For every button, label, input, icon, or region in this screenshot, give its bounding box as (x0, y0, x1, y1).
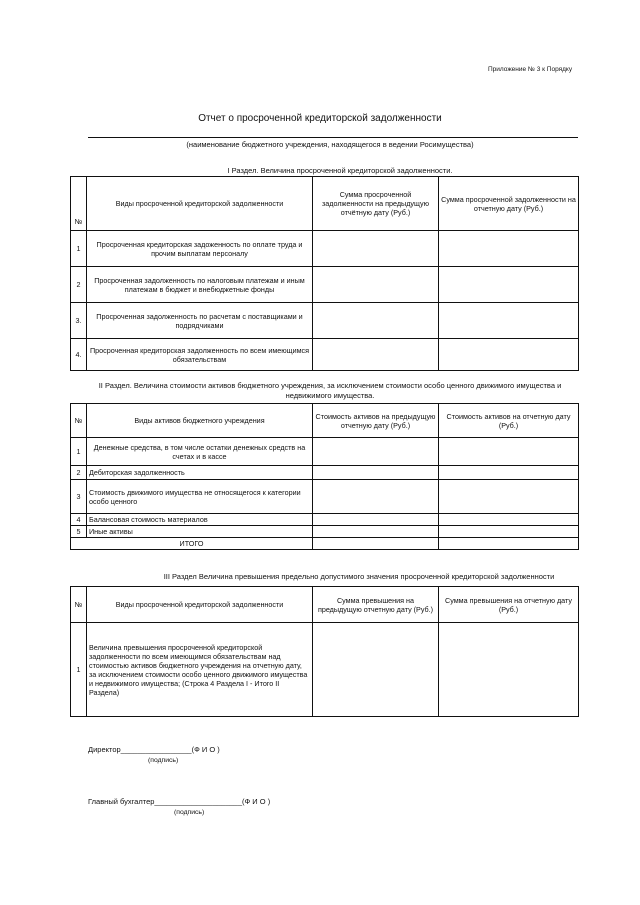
row-label: Просроченная задолженность по налоговым платежам и иным платежам в бюджет и внебюджетные фонды (87, 267, 313, 303)
row-label: Дебиторская задолженность (87, 466, 313, 480)
row-current-cell[interactable] (439, 339, 579, 371)
header-kind: Виды просроченной кредиторской задолженности (87, 587, 313, 623)
section2-title: II Раздел. Величина стоимости активов бюджетного учреждения, за исключением стоимости особо ценного движимого имущества и недвижимого имущества. (98, 381, 562, 400)
row-current-cell[interactable] (439, 514, 579, 526)
section1-table (70, 176, 579, 371)
row-prev-cell[interactable] (313, 514, 439, 526)
table-row (71, 526, 579, 538)
row-label: Стоимость движимого имущества не относящегося к категории особо ценного (87, 480, 313, 514)
row-num: 2 (71, 267, 87, 303)
row-current-cell[interactable] (439, 303, 579, 339)
row-label: Иные активы (87, 526, 313, 538)
institution-name-line (88, 137, 578, 138)
row-num: 5 (71, 526, 87, 538)
table-row (71, 514, 579, 526)
header-prev: Стоимость активов на предыдущую отчетную дату (Руб.) (313, 404, 439, 438)
report-subtitle: (наименование бюджетного учреждения, находящегося в ведении Росимущества) (186, 140, 474, 149)
row-num: 2 (71, 466, 87, 480)
header-current: Стоимость активов на отчетную дату (Руб.) (439, 404, 579, 438)
accountant-signature-line: Главный бухгалтер_____________________(Ф И О ) (88, 797, 271, 806)
header-num: № (71, 587, 87, 623)
row-label: Балансовая стоимость материалов (87, 514, 313, 526)
total-prev-cell[interactable] (313, 538, 439, 550)
row-current-cell[interactable] (439, 438, 579, 466)
header-kind: Виды активов бюджетного учреждения (87, 404, 313, 438)
table-row (71, 231, 579, 267)
row-prev-cell[interactable] (313, 526, 439, 538)
header-prev: Сумма просроченной задолженности на предыдущую отчётную дату (Руб.) (313, 177, 439, 231)
table-row (71, 303, 579, 339)
appendix-note: Приложение № 3 к Порядку (488, 66, 573, 73)
header-num: № (71, 177, 87, 231)
row-prev-cell[interactable] (313, 438, 439, 466)
director-signature-line: Директор_________________(Ф И О ) (88, 745, 220, 754)
director-signature-caption: (подпись) (148, 757, 179, 764)
table-row (71, 466, 579, 480)
table-row (71, 339, 579, 371)
row-current-cell[interactable] (439, 231, 579, 267)
header-current: Сумма просроченной задолженности на отчетную дату (Руб.) (439, 177, 579, 231)
row-current-cell[interactable] (439, 466, 579, 480)
total-current-cell[interactable] (439, 538, 579, 550)
row-label: Просроченная кредиторская задоженность по оплате труда и прочим выплатам персоналу (87, 231, 313, 267)
row-current-cell[interactable] (439, 480, 579, 514)
accountant-signature-caption: (подпись) (174, 809, 205, 816)
section3-title: III Раздел Величина превышения предельно допустимого значения просроченной кредиторской задолженности (163, 572, 555, 581)
table-row-total (71, 538, 579, 550)
row-prev-cell[interactable] (313, 466, 439, 480)
row-num: 1 (71, 623, 87, 717)
table-row (71, 623, 579, 717)
row-current-cell[interactable] (439, 267, 579, 303)
header-current: Сумма превышения на отчетную дату (Руб.) (439, 587, 579, 623)
row-label: Денежные средства, в том числе остатки денежных средств на счетах и в кассе (87, 438, 313, 466)
header-num: № (71, 404, 87, 438)
row-num: 3. (71, 303, 87, 339)
row-num: 3 (71, 480, 87, 514)
row-prev-cell[interactable] (313, 303, 439, 339)
section1-title: I Раздел. Величина просроченной кредиторской задолженности. (227, 166, 453, 175)
row-prev-cell[interactable] (313, 623, 439, 717)
row-label: Просроченная кредиторская задолженность по всем имеющимся обязательствам (87, 339, 313, 371)
header-prev: Сумма превышения на предыдущую отчетную дату (Руб.) (313, 587, 439, 623)
row-prev-cell[interactable] (313, 267, 439, 303)
row-current-cell[interactable] (439, 623, 579, 717)
table-row (71, 438, 579, 466)
row-num: 1 (71, 438, 87, 466)
row-prev-cell[interactable] (313, 231, 439, 267)
row-prev-cell[interactable] (313, 480, 439, 514)
section3-table (70, 586, 579, 717)
row-prev-cell[interactable] (313, 339, 439, 371)
row-current-cell[interactable] (439, 526, 579, 538)
row-label: Просроченная задолженность по расчетам с поставщиками и подрядчиками (87, 303, 313, 339)
row-num: 1 (71, 231, 87, 267)
total-label: ИТОГО (71, 538, 313, 550)
table-row (71, 267, 579, 303)
header-kind: Виды просроченной кредиторской задолженности (87, 177, 313, 231)
row-label: Величина превышения просроченной кредиторской задолженности по всем имеющимся обязательствам над стоимостью активов бюджетного учреждения на отчетную дату, за исключением стоимости особо ценного движимого имущества и недвижимого имущества; (Строка 4 Раздела I - Итого II Раздела) (87, 623, 313, 717)
row-num: 4. (71, 339, 87, 371)
report-title: Отчет о просроченной кредиторской задолженности (198, 113, 442, 124)
row-num: 4 (71, 514, 87, 526)
table-row (71, 480, 579, 514)
section2-table (70, 403, 579, 550)
